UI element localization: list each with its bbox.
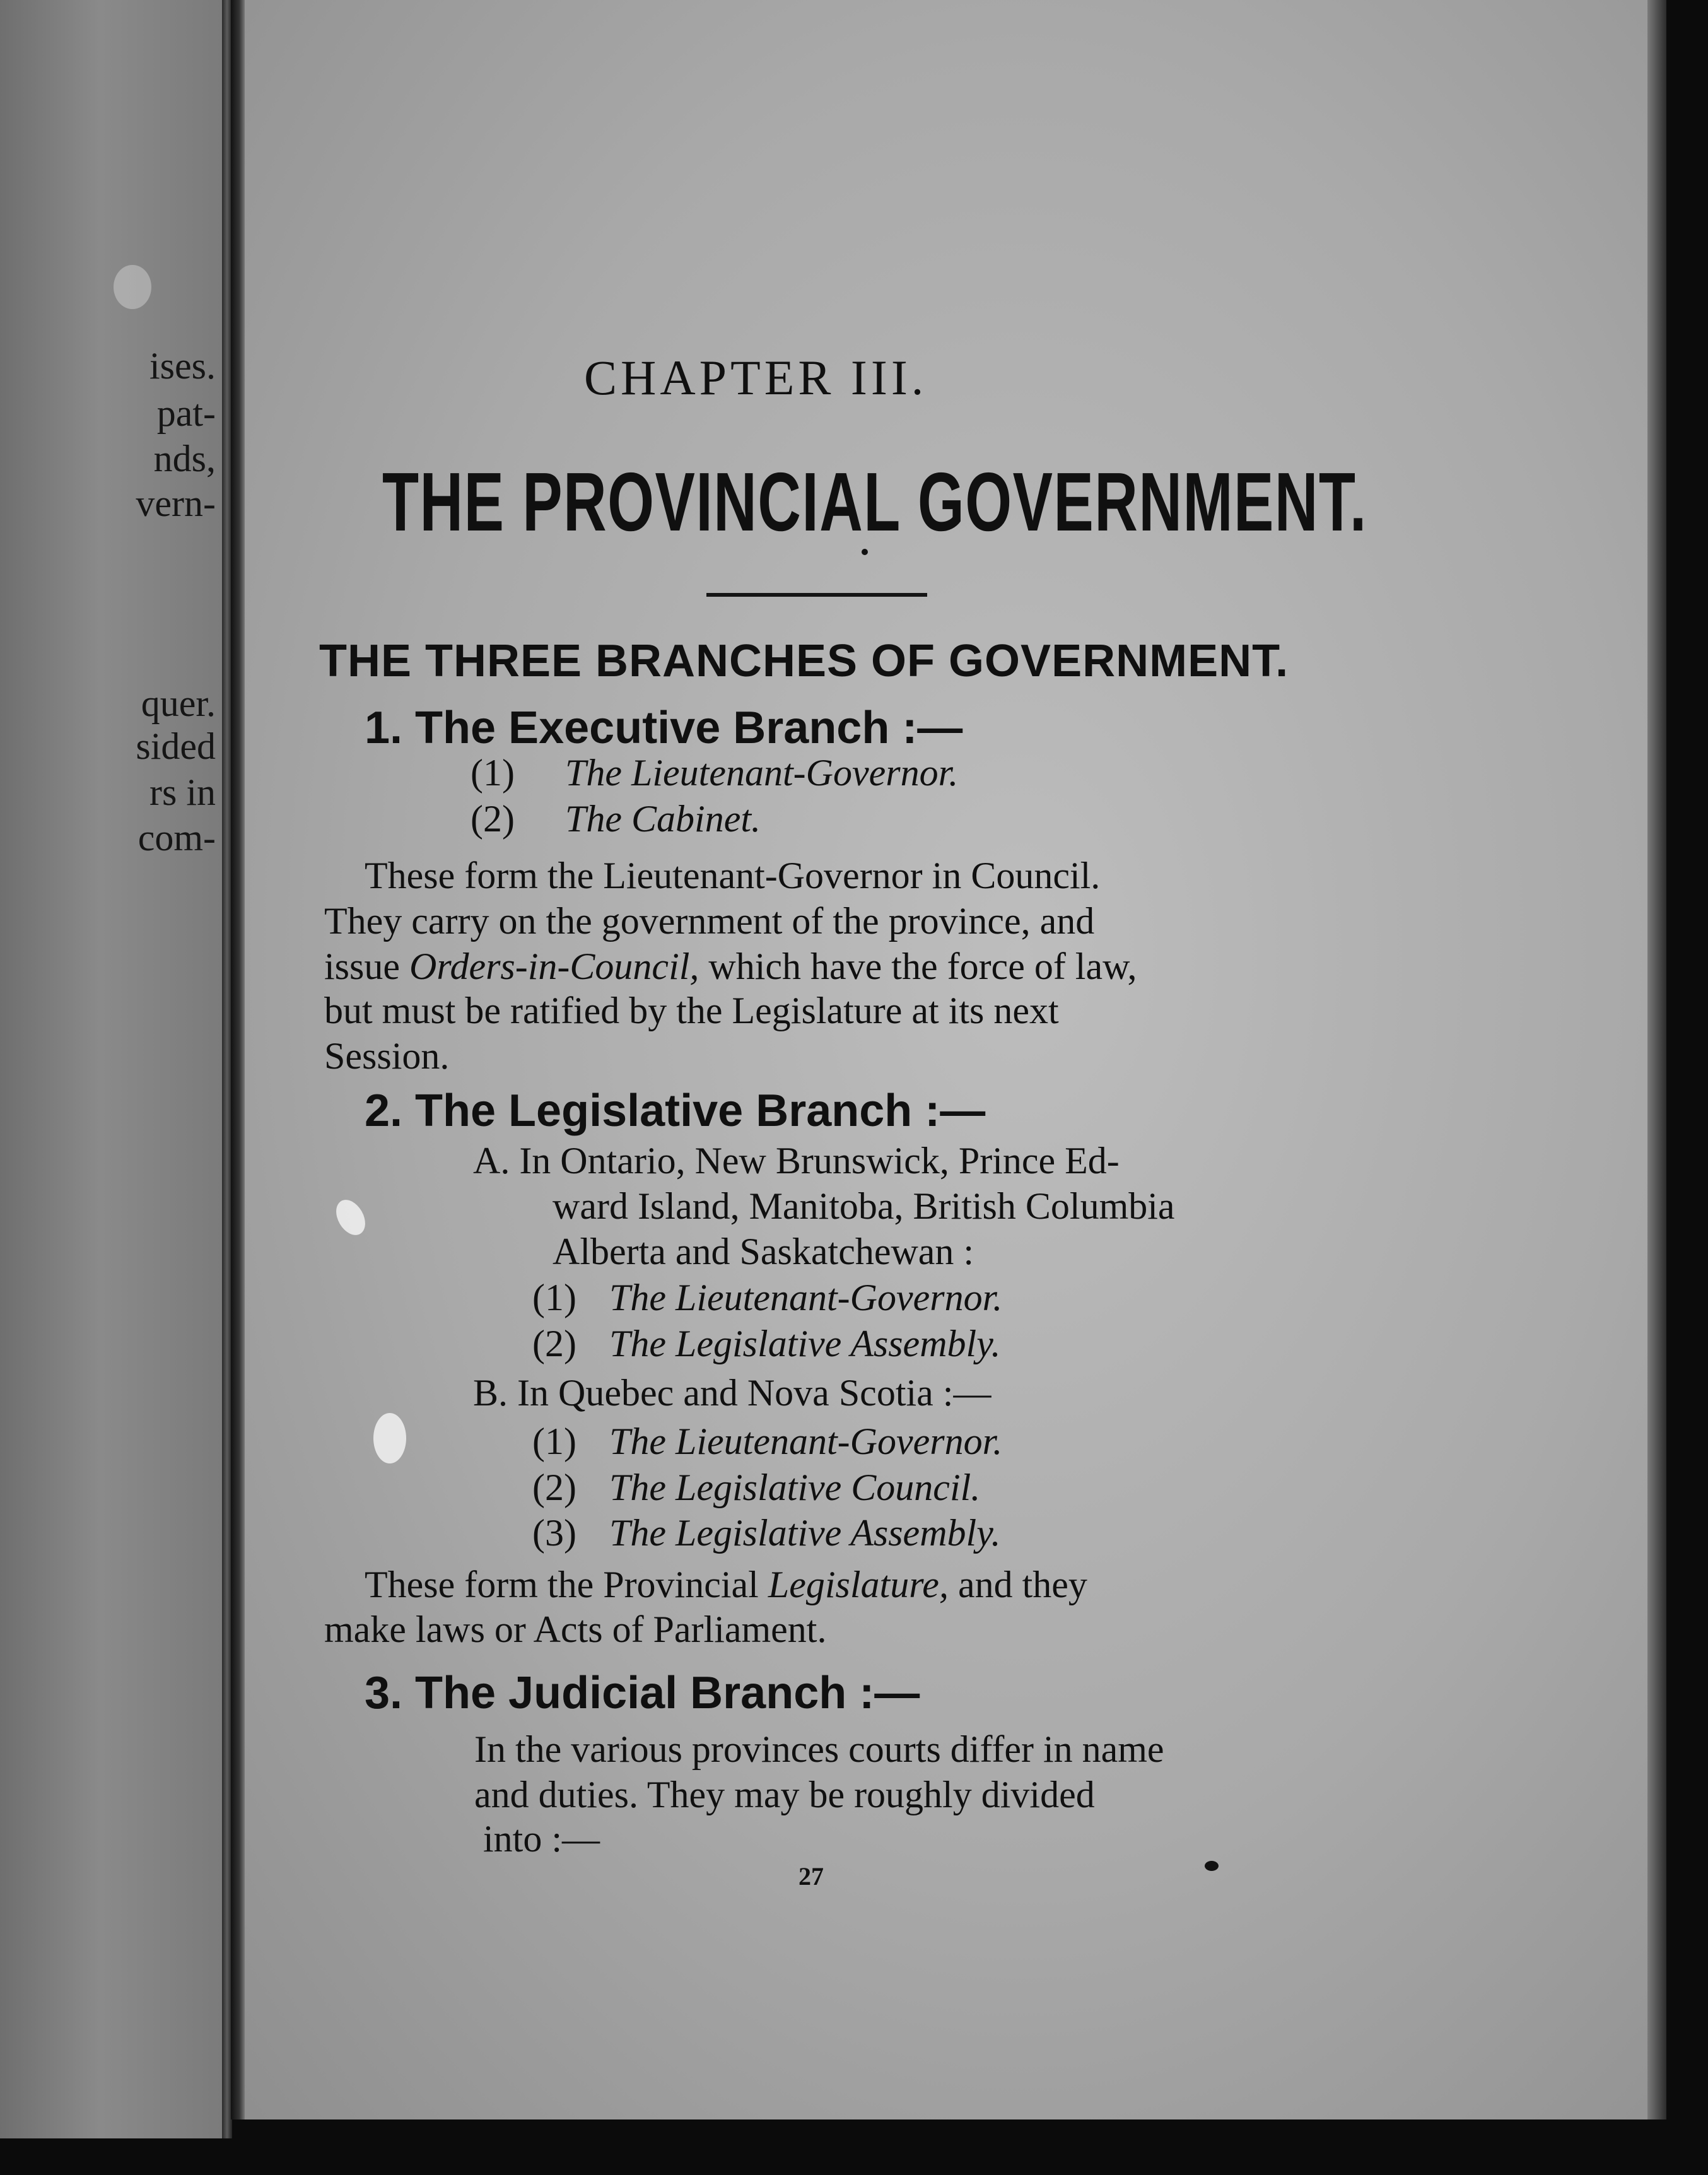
judicial-branch-heading: 3. The Judicial Branch :— (365, 1668, 920, 1718)
section-heading: THE THREE BRANCHES OF GOVERNMENT. (319, 636, 1289, 686)
paragraph-text: These form the Provincial (365, 1564, 759, 1605)
ink-dot (1205, 1861, 1219, 1871)
judicial-paragraph-line: into :— (483, 1818, 600, 1860)
group-b-item-text: The Legislative Council. (609, 1467, 981, 1508)
group-a-line: Alberta and Saskatchewan : (553, 1231, 974, 1272)
page-number: 27 (798, 1862, 824, 1891)
group-a-item-number: (2) (532, 1323, 576, 1364)
executive-branch-heading: 1. The Executive Branch :— (365, 703, 963, 753)
group-a-item-text: The Legislative Assembly. (609, 1323, 1001, 1364)
ink-dot (862, 549, 868, 555)
chapter-title: THE PROVINCIAL GOVERNMENT. (382, 455, 1367, 548)
legislative-paragraph-line: make laws or Acts of Parliament. (324, 1609, 827, 1650)
group-b-item-text: The Legislative Assembly. (609, 1512, 1001, 1554)
judicial-paragraph-line: In the various provinces courts differ in name (474, 1728, 1164, 1770)
previous-page-line: nds, (153, 438, 216, 479)
executive-item-text: The Cabinet. (565, 798, 761, 840)
paper-stain (114, 265, 151, 309)
executive-item-number: (2) (471, 798, 515, 840)
previous-page-line: com- (137, 817, 216, 859)
chapter-label: CHAPTER III. (584, 350, 928, 405)
group-b-item-text: The Lieutenant-Governor. (609, 1421, 1003, 1462)
executive-paragraph-line: They carry on the government of the province, and (324, 900, 1095, 942)
book-page (231, 0, 1666, 2119)
executive-item-text: The Lieutenant-Governor. (565, 752, 959, 794)
executive-item-number: (1) (471, 752, 515, 794)
executive-paragraph-line (324, 947, 1137, 985)
group-a-item-text: The Lieutenant-Governor. (609, 1277, 1003, 1318)
legislature-term: Legislature, (768, 1564, 949, 1605)
paper-speck (330, 1195, 371, 1240)
executive-paragraph-line: These form the Lieutenant-Governor in Council. (365, 855, 1101, 896)
judicial-paragraph-line: and duties. They may be roughly divided (474, 1774, 1095, 1815)
previous-page-line: pat- (156, 392, 216, 434)
group-a-line: ward Island, Manitoba, British Columbia (553, 1185, 1175, 1227)
group-b-line: B. In Quebec and Nova Scotia :— (473, 1372, 991, 1414)
previous-page-fragment (0, 0, 222, 2138)
group-a-line: A. In Ontario, New Brunswick, Prince Ed- (473, 1140, 1120, 1181)
group-b-item-number: (1) (532, 1421, 576, 1462)
paragraph-text: and they (957, 1564, 1087, 1605)
executive-paragraph-line: but must be ratified by the Legislature at its next (324, 990, 1059, 1031)
executive-paragraph-line: Session. (324, 1035, 450, 1077)
group-b-item-number: (3) (532, 1512, 576, 1554)
page-binding-edge (231, 0, 245, 2119)
title-divider (706, 593, 927, 597)
previous-page-line: sided (136, 725, 216, 767)
page-right-edge (1647, 0, 1666, 2119)
paper-speck (373, 1413, 406, 1463)
legislative-paragraph-line (365, 1566, 1087, 1603)
previous-page-line: quer. (141, 683, 216, 724)
legislative-branch-heading: 2. The Legislative Branch :— (365, 1086, 986, 1136)
orders-in-council-term: Orders-in-Council, (409, 946, 699, 987)
previous-page-line: ises. (149, 345, 216, 387)
paragraph-text: issue (324, 946, 400, 987)
paragraph-text: which have the force of law, (708, 946, 1137, 987)
group-a-item-number: (1) (532, 1277, 576, 1318)
group-b-item-number: (2) (532, 1467, 576, 1508)
previous-page-line: rs in (149, 771, 216, 813)
previous-page-line: vern- (136, 483, 216, 524)
